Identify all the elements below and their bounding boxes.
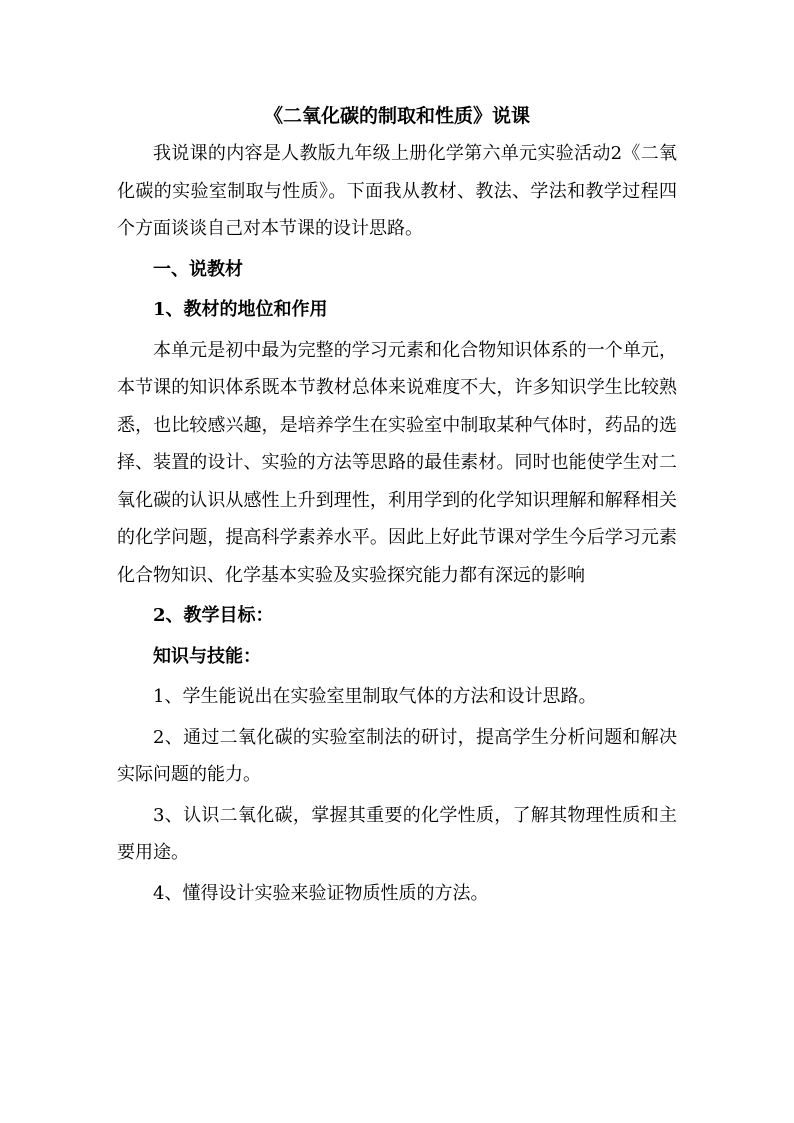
objectives-knowledge-heading: 知识与技能： [153,645,261,667]
objective-item-3: 3、认识二氧化碳，掌握其重要的化学性质，了解其物理性质和主要用途。 [117,804,677,863]
role-paragraph: 本单元是初中最为完整的学习元素和化合物知识体系的一个单元，本节课的知识体系既本节教材总体来说难度不大，许多知识学生比较熟悉，也比较感兴趣，是培养学生在实验室中制取某种气体时，药品的选择、装置的设计、实验的方法等思路的最佳素材。同时也能使学生对二氧化碳的认识从感性上升到理性，利用学到的化学知识理解和解释相关的化学问题，提高科学素养水平。因此上好此节课对学生今后学习元素化合物知识、化学基本实验及实验探究能力都有深远的影响 [117,339,677,586]
document-title: 《二氧化碳的制取和性质》说课 [263,105,530,127]
intro-paragraph: 我说课的内容是人教版九年级上册化学第六单元实验活动2《二氧化碳的实验室制取与性质》。下面我从教材、教法、学法和教学过程四个方面谈谈自己对本节课的设计思路。 [117,143,677,239]
subsection-heading-objectives: 2、教学目标： [153,605,274,626]
subsection-heading-role: 1、教材的地位和作用 [153,299,328,320]
objective-item-2: 2、通过二氧化碳的实验室制法的研讨，提高学生分析问题和解决实际问题的能力。 [117,726,677,785]
objective-item-1: 1、学生能说出在实验室里制取气体的方法和设计思路。 [153,686,597,707]
objective-item-4: 4、懂得设计实验来验证物质性质的方法。 [153,882,489,904]
section-heading-textbook: 一、说教材 [153,258,243,280]
document-body [117,100,677,912]
